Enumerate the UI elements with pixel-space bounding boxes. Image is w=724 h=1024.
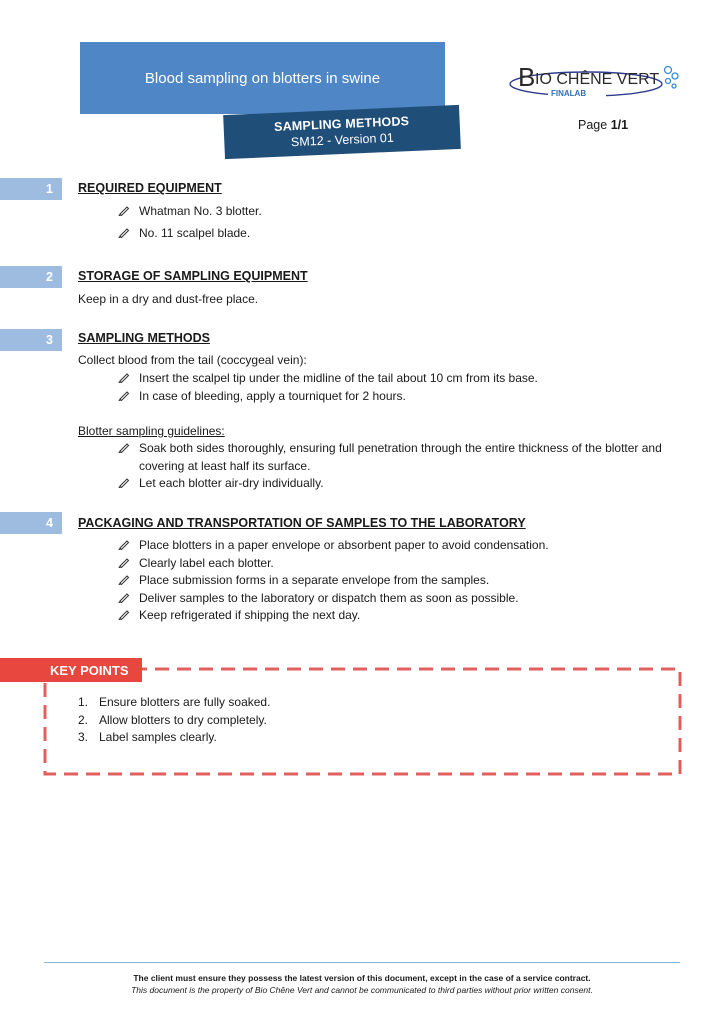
page-value: 1/1: [610, 118, 629, 132]
section-title-3: SAMPLING METHODS: [78, 331, 210, 345]
list-item: Let each blotter air-dry individually.: [118, 475, 688, 493]
section-number-4: 4: [0, 512, 62, 534]
bio-chene-vert-logo: [508, 56, 683, 104]
sampling-steps-list: [118, 370, 688, 405]
list-item: 1. Ensure blotters are fully soaked.: [78, 695, 271, 709]
key-points-list: [78, 694, 270, 747]
pen-bullet-icon: [118, 476, 130, 488]
list-item: Clearly label each blotter.: [118, 555, 688, 573]
pen-bullet-icon: [118, 204, 130, 216]
footer-notice: The client must ensure they possess the latest version of this document, except in the case of a service contract.: [133, 973, 591, 983]
section-number-3: 3: [0, 329, 62, 351]
list-item: Deliver samples to the laboratory or dispatch them as soon as possible.: [118, 590, 688, 608]
version-label: SM12 - Version 01: [290, 130, 395, 150]
list-item: Keep refrigerated if shipping the next day.: [118, 607, 688, 625]
pen-bullet-icon: [118, 389, 130, 401]
section-title-2: STORAGE OF SAMPLING EQUIPMENT: [78, 269, 308, 283]
svg-text:IO CHÊNE VERT: IO CHÊNE VERT: [535, 71, 660, 88]
section-title-4: PACKAGING AND TRANSPORTATION OF SAMPLES TO THE LABORATORY: [78, 516, 526, 530]
svg-text:B: B: [518, 62, 536, 92]
blotter-guidelines-list: [118, 440, 688, 493]
methods-badge: [223, 105, 461, 159]
key-points-title: KEY POINTS: [0, 658, 142, 682]
pen-bullet-icon: [118, 441, 130, 453]
section-title-1: REQUIRED EQUIPMENT: [78, 181, 222, 195]
section-number-2: 2: [0, 266, 62, 288]
list-item: Soak both sides thoroughly, ensuring full penetration through the entire thickness of the blotter and covering at least half its surface.: [118, 440, 688, 475]
section-number-1: 1: [0, 178, 62, 200]
pen-bullet-icon: [118, 556, 130, 568]
list-item: Place blotters in a paper envelope or absorbent paper to avoid condensation.: [118, 537, 688, 555]
pen-bullet-icon: [118, 226, 130, 238]
list-item: In case of bleeding, apply a tourniquet for 2 hours.: [118, 388, 688, 406]
list-item: Place submission forms in a separate envelope from the samples.: [118, 572, 688, 590]
equipment-list: [118, 203, 688, 242]
document-title: Blood sampling on blotters in swine: [80, 42, 445, 114]
pen-bullet-icon: [118, 538, 130, 550]
page-label: Page: [578, 118, 608, 132]
storage-text: Keep in a dry and dust-free place.: [78, 292, 259, 306]
pen-bullet-icon: [118, 573, 130, 585]
methods-label: SAMPLING METHODS: [273, 114, 410, 134]
list-item: No. 11 scalpel blade.: [118, 225, 688, 243]
pen-bullet-icon: [118, 371, 130, 383]
svg-text:FINALAB: FINALAB: [551, 89, 587, 98]
page-number: [578, 118, 628, 132]
pen-bullet-icon: [118, 608, 130, 620]
pen-bullet-icon: [118, 591, 130, 603]
list-item: 3. Label samples clearly.: [78, 730, 217, 744]
footer-divider: [44, 962, 680, 963]
packaging-list: [118, 537, 688, 625]
list-item: 2. Allow blotters to dry completely.: [78, 712, 267, 727]
footer-copyright: This document is the property of Bio Chêne Vert and cannot be communicated to third parties without prior written consent.: [131, 985, 593, 995]
list-item: Whatman No. 3 blotter.: [118, 203, 688, 221]
list-item: Insert the scalpel tip under the midline of the tail about 10 cm from its base.: [118, 370, 688, 388]
sampling-intro: Collect blood from the tail (coccygeal vein):: [78, 353, 307, 367]
blotter-guidelines-heading: Blotter sampling guidelines:: [78, 424, 225, 438]
